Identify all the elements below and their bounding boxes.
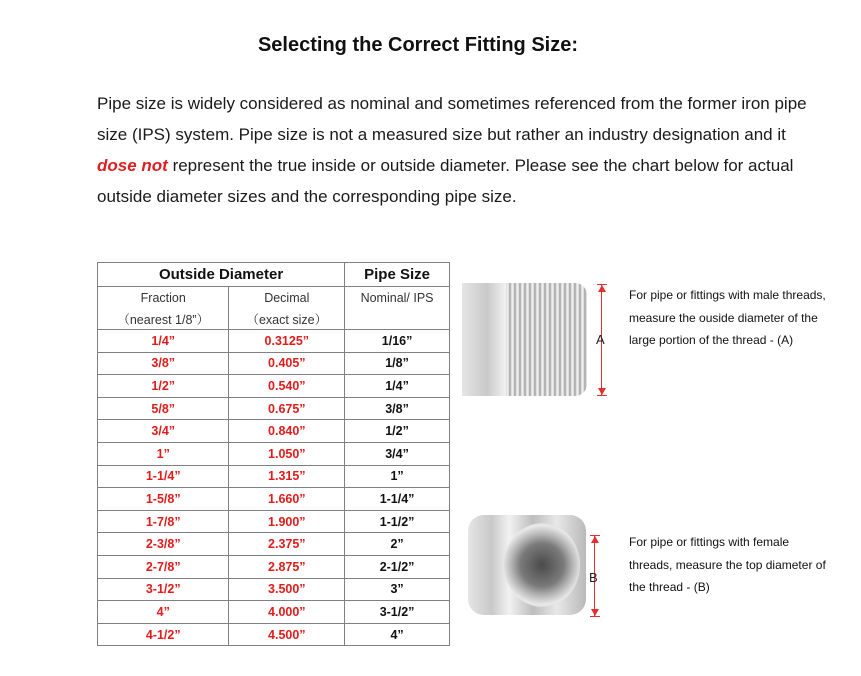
decimal-cell: 1.050”	[229, 442, 345, 465]
decimal-cell: 1.900”	[229, 510, 345, 533]
subheader-decimal-note: （exact size）	[229, 308, 345, 330]
size-chart-table	[97, 262, 450, 646]
table-row	[98, 601, 450, 624]
table-row	[98, 510, 450, 533]
decimal-cell: 1.315”	[229, 465, 345, 488]
fraction-cell: 1”	[98, 442, 229, 465]
decimal-cell: 0.840”	[229, 420, 345, 443]
fraction-cell: 3-1/2”	[98, 578, 229, 601]
decimal-cell: 0.540”	[229, 375, 345, 398]
subheader-decimal: Decimal	[229, 287, 345, 309]
fraction-cell: 2-7/8”	[98, 555, 229, 578]
pipe-size-cell: 3”	[345, 578, 450, 601]
pipe-size-cell: 1/4”	[345, 375, 450, 398]
fraction-cell: 4”	[98, 601, 229, 624]
table-row	[98, 533, 450, 556]
intro-text-end: represent the true inside or outside diameter. Please see the chart below for actual outside diameter sizes and the corresponding pipe size.	[97, 156, 794, 206]
header-pipe-size: Pipe Size	[345, 263, 450, 287]
table-row	[98, 623, 450, 646]
fraction-cell: 1-7/8”	[98, 510, 229, 533]
decimal-cell: 3.500”	[229, 578, 345, 601]
table-row	[98, 352, 450, 375]
pipe-size-cell: 1-1/4”	[345, 488, 450, 511]
table-row	[98, 465, 450, 488]
fraction-cell: 1-5/8”	[98, 488, 229, 511]
male-thread-fitting-photo	[462, 283, 587, 396]
pipe-size-cell: 1-1/2”	[345, 510, 450, 533]
table-row	[98, 488, 450, 511]
table-row	[98, 330, 450, 353]
pipe-size-cell: 3/8”	[345, 397, 450, 420]
table-row	[98, 397, 450, 420]
fraction-cell: 1-1/4”	[98, 465, 229, 488]
table-row	[98, 555, 450, 578]
intro-emphasis: dose not	[97, 156, 168, 175]
table-row	[98, 578, 450, 601]
female-thread-note: For pipe or fittings with female threads, measure the top diameter of the thread - (B)	[629, 535, 826, 594]
fraction-cell: 3/4”	[98, 420, 229, 443]
fraction-cell: 4-1/2”	[98, 623, 229, 646]
pipe-size-cell: 4”	[345, 623, 450, 646]
female-thread-bore	[504, 523, 580, 607]
pipe-size-cell: 2”	[345, 533, 450, 556]
male-thread-detail	[506, 283, 587, 396]
subheader-nominal-blank	[345, 308, 450, 330]
decimal-cell: 0.3125”	[229, 330, 345, 353]
decimal-cell: 4.500”	[229, 623, 345, 646]
decimal-cell: 0.675”	[229, 397, 345, 420]
pipe-size-cell: 1/16”	[345, 330, 450, 353]
pipe-size-cell: 2-1/2”	[345, 555, 450, 578]
pipe-size-cell: 1/2”	[345, 420, 450, 443]
size-rows	[98, 330, 450, 646]
dimension-label-b: B	[589, 570, 598, 585]
fraction-cell: 3/8”	[98, 352, 229, 375]
intro-paragraph	[97, 88, 817, 212]
fraction-cell: 2-3/8”	[98, 533, 229, 556]
dimension-label-a: A	[596, 332, 605, 347]
pipe-size-cell: 1/8”	[345, 352, 450, 375]
subheader-nominal: Nominal/ IPS	[345, 287, 450, 309]
subheader-fraction-note: （nearest 1/8”）	[98, 308, 229, 330]
pipe-size-cell: 1”	[345, 465, 450, 488]
fraction-cell: 1/4”	[98, 330, 229, 353]
intro-text-start: Pipe size is widely considered as nominal and sometimes referenced from the former iron pipe size (IPS) system. Pipe size is not a measured size but rather an industry designation and it	[97, 94, 807, 144]
fraction-cell: 5/8”	[98, 397, 229, 420]
table-row	[98, 442, 450, 465]
subheader-fraction: Fraction	[98, 287, 229, 309]
pipe-size-cell: 3-1/2”	[345, 601, 450, 624]
male-thread-note: For pipe or fittings with male threads, measure the ouside diameter of the large portion of the thread - (A)	[629, 288, 826, 347]
decimal-cell: 4.000”	[229, 601, 345, 624]
table-row	[98, 375, 450, 398]
decimal-cell: 2.375”	[229, 533, 345, 556]
header-outside-diameter: Outside Diameter	[98, 263, 345, 287]
decimal-cell: 0.405”	[229, 352, 345, 375]
pipe-size-cell: 3/4”	[345, 442, 450, 465]
female-thread-fitting-photo	[468, 515, 586, 615]
decimal-cell: 2.875”	[229, 555, 345, 578]
page-title: Selecting the Correct Fitting Size:	[257, 34, 579, 56]
fraction-cell: 1/2”	[98, 375, 229, 398]
table-row	[98, 420, 450, 443]
decimal-cell: 1.660”	[229, 488, 345, 511]
